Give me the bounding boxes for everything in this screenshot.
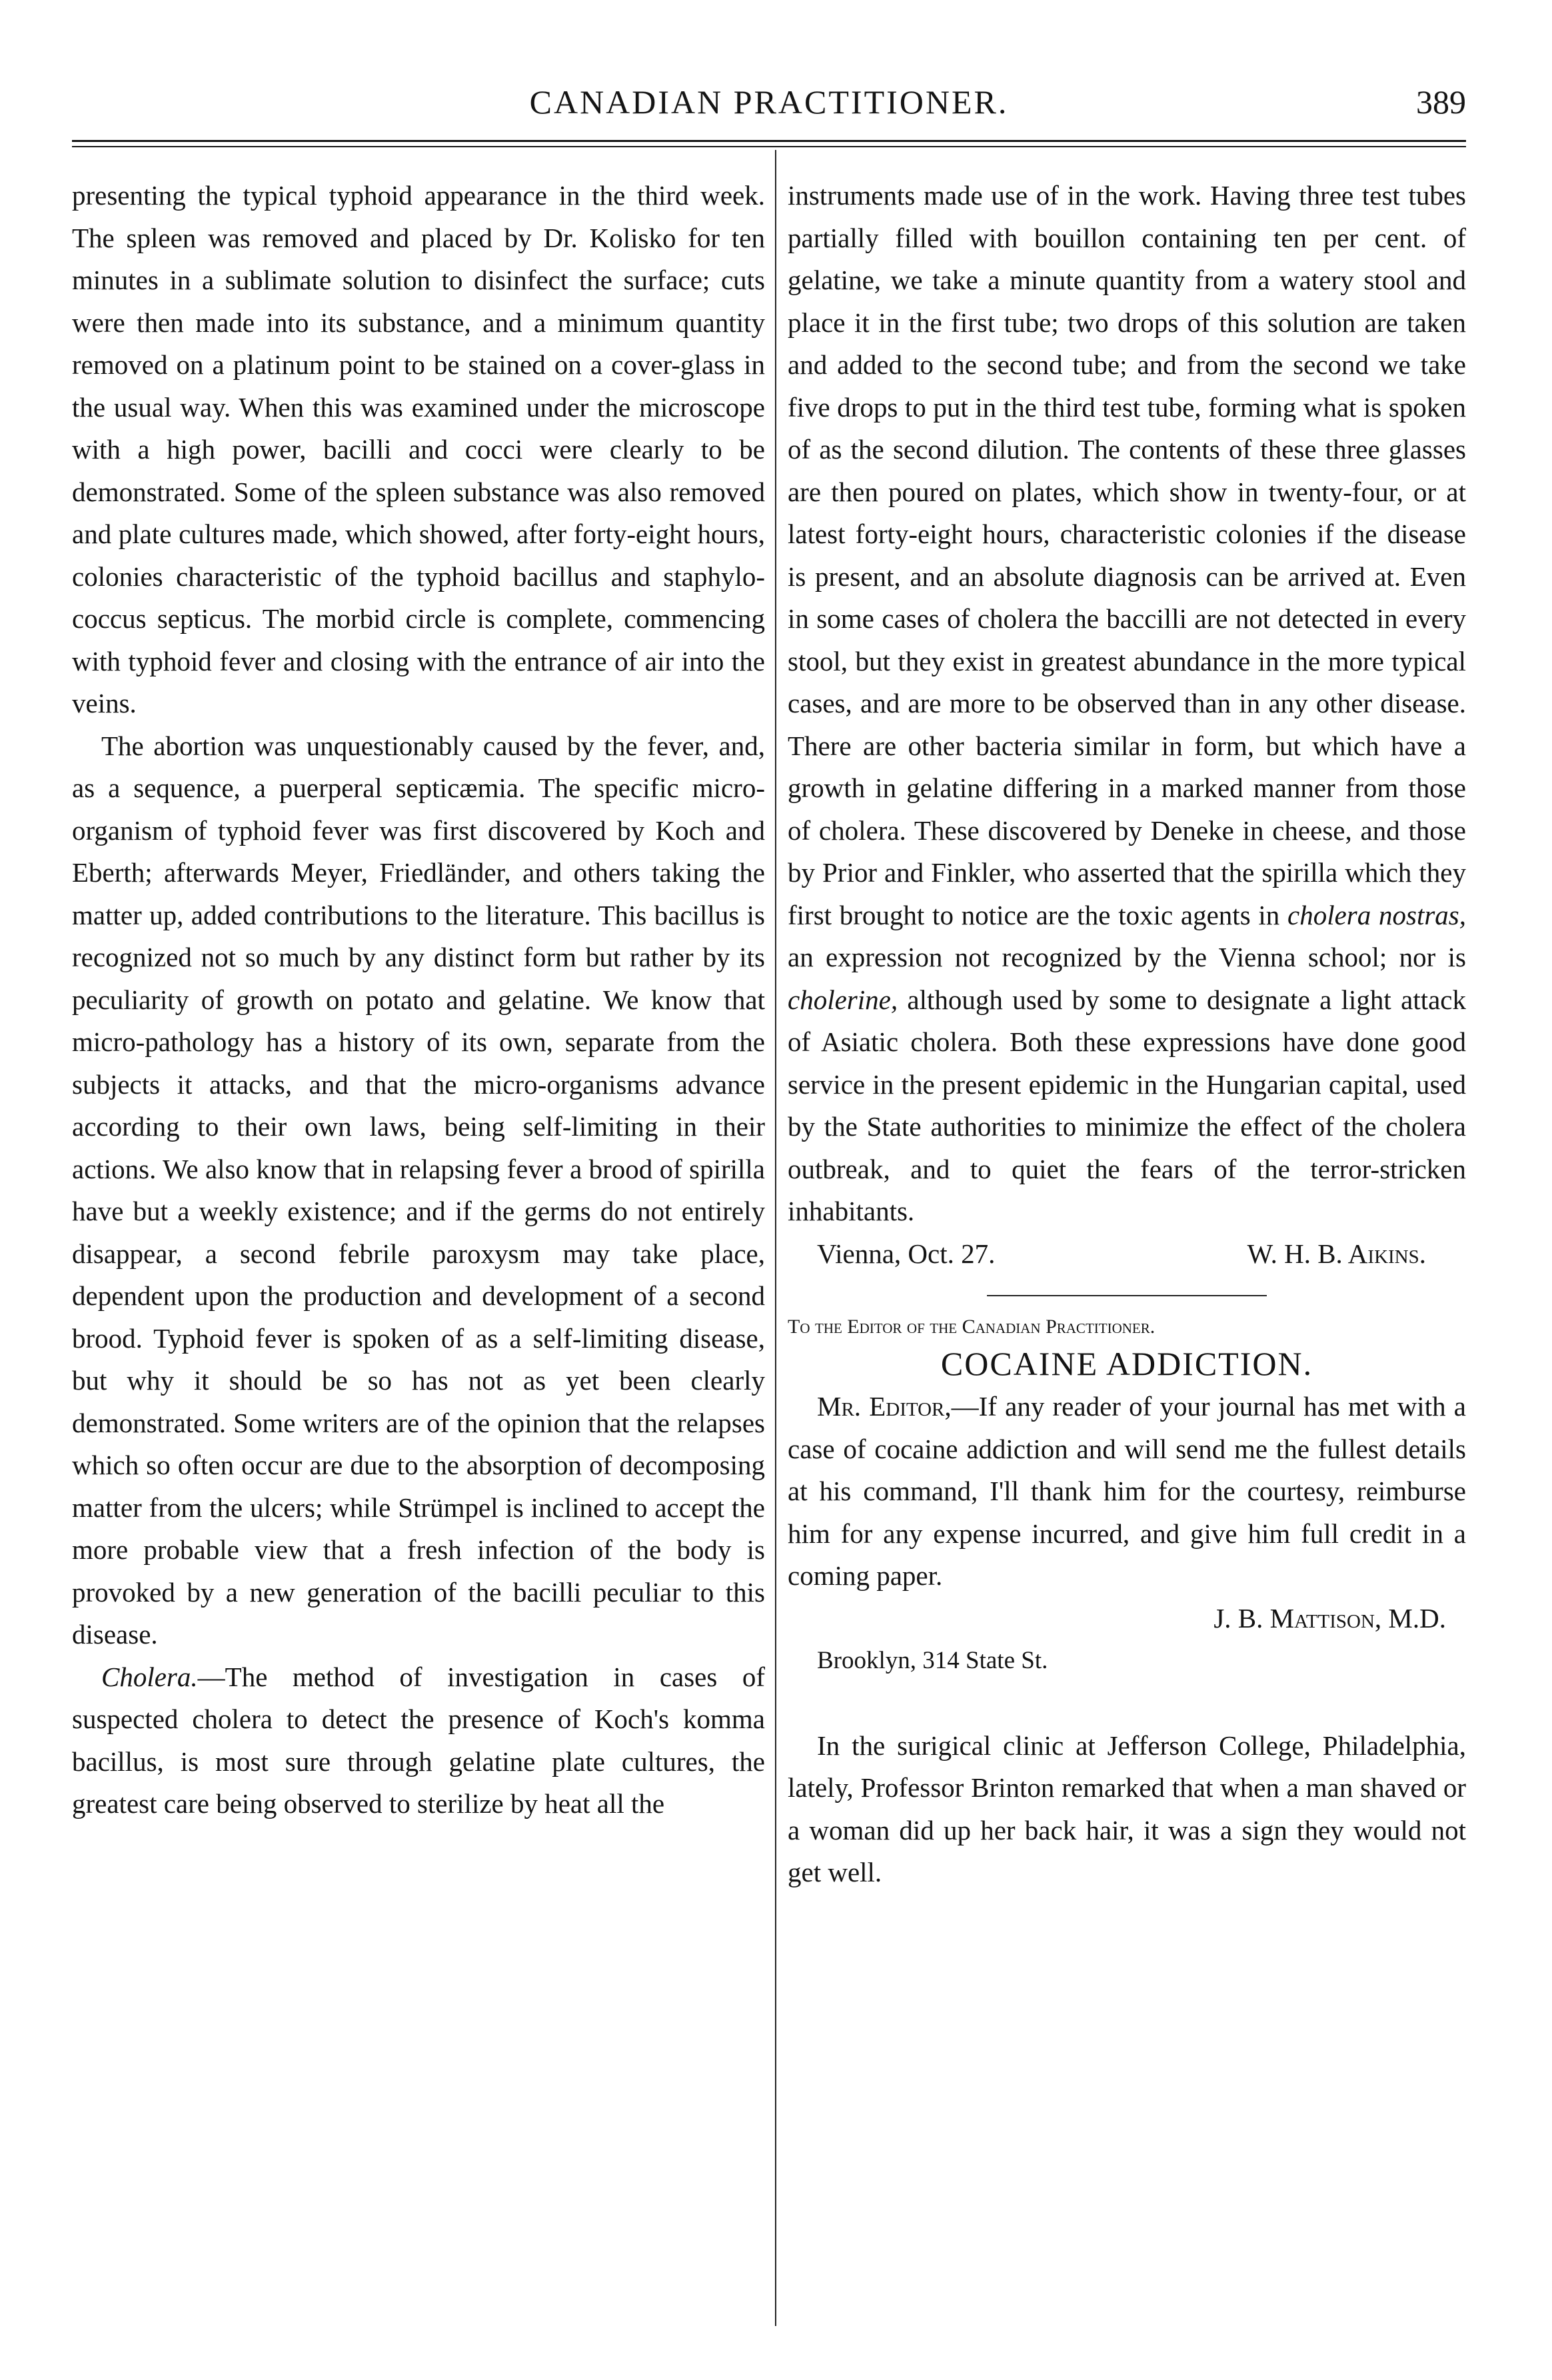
right-column bbox=[788, 175, 1466, 1894]
section-divider bbox=[987, 1295, 1267, 1296]
running-header bbox=[72, 79, 1466, 132]
cholera-continued-mid: an expression not recognized by the Vienna school; nor is bbox=[788, 942, 1466, 972]
clinic-paragraph: In the surigical clinic at Jefferson College, Philadelphia, lately, Professor Brinton remarked that when a man shaved or a woman did up her back hair, it was a sign they would not get well. bbox=[788, 1730, 1466, 1887]
cholera-lead: Cholera. bbox=[101, 1661, 198, 1692]
abortion-paragraph: The abortion was unquestionably caused by the fever, and, as a sequence, a puerperal septicæmia. The specific micro-organism of typhoid fever was first discovered by Koch and Eberth; afterwards Meyer, Friedländer, and others taking the matter up, added contributions to the literature. This bacillus is recognized not so much by any distinct form but rather by its peculiarity of growth on potato and gelatine. We know that micro-pathology has a history of its own, separate from the subjects it attacks, and that the micro-organisms advance according to their own laws, being self-limiting in their actions. We also know that in relapsing fever a brood of spirilla have but a weekly existence; and if the germs do not entirely disappear, a second febrile paroxysm may take place, dependent upon the production and development of a second brood. Typhoid fever is spoken of as a self-limiting disease, but why it should be so has not as yet been clearly demonstrated. Some writers are of the opinion that the relapses which so often occur are due to the absorption of decomposing matter from the ulcers; while Strümpel is inclined to accept the more probable view that a fresh infection of the body is provoked by a new generation of the bacilli peculiar to this disease. bbox=[72, 730, 765, 1650]
signature-author: W. H. B. Aikins. bbox=[1247, 1238, 1426, 1269]
journal-title: CANADIAN PRACTITIONER. bbox=[529, 83, 1009, 121]
cholerine-term: cholerine, bbox=[788, 984, 898, 1015]
cholera-continued-paragraph bbox=[788, 175, 1466, 1233]
section-title: COCAINE ADDICTION. bbox=[940, 1345, 1313, 1382]
letter-body: —If any reader of your journal has met with a case of cocaine addiction and will send me the fullest details at his command, I'll thank him for the courtesy, reimburse him for any expense incurred, and give him full credit in a coming paper. bbox=[788, 1391, 1466, 1591]
article-signature bbox=[788, 1233, 1466, 1276]
section-gap bbox=[788, 1682, 1466, 1725]
cholera-paragraph bbox=[72, 1656, 765, 1825]
page-number: 389 bbox=[1416, 83, 1466, 121]
letter-salutation: Mr. Editor, bbox=[817, 1391, 952, 1422]
signature-place-date: Vienna, Oct. 27. bbox=[817, 1238, 996, 1269]
cholera-nostras-term: cholera nostras, bbox=[1287, 899, 1466, 930]
column-divider bbox=[775, 150, 776, 2326]
letter-address: Brooklyn, 314 State St. bbox=[817, 1647, 1048, 1674]
letter-signature: J. B. Mattison, M.D. bbox=[1213, 1602, 1446, 1634]
left-column bbox=[72, 175, 765, 1825]
header-rule-secondary bbox=[72, 146, 1466, 147]
letter-paragraph bbox=[788, 1386, 1466, 1598]
typhoid-paragraph: presenting the typical typhoid appearance in the third week. The spleen was removed and placed by Dr. Kolisko for ten minutes in a sublimate solution to disinfect the surface; cuts were then made into its substance, and a minimum quantity removed on a platinum point to be stained on a cover-glass in the usual way. When this was examined under the microscope with a high power, bacilli and cocci were clearly to be demonstrated. Some of the spleen substance was also removed and plate cultures made, which showed, after forty-eight hours, colonies characteristic of the typhoid bacillus and staphylo-coccus septicus. The morbid circle is complete, commencing with typhoid fever and closing with the entrance of air into the veins. bbox=[72, 180, 765, 718]
cholera-text: —The method of investigation in cases of suspected cholera to detect the presence of Koch's komma bacillus, is most sure through gelatine plate cultures, the greatest care being observed to sterilize by heat all the bbox=[72, 1661, 765, 1819]
cholera-continued-end: although used by some to designate a light attack of Asiatic cholera. Both these expressions have done good service in the present epidemic in the Hungarian capital, used by the State authorities to minimize the effect of the cholera outbreak, and to quiet the fears of the terror-stricken inhabitants. bbox=[788, 984, 1466, 1226]
cholera-continued-text: instruments made use of in the work. Having three test tubes partially filled with bouillon containing ten per cent. of gelatine, we take a minute quantity from a watery stool and place it in the first tube; two drops of this solution are taken and added to the second tube; and from the second we take five drops to put in the third test tube, forming what is spoken of as the second dilution. The contents of these three glasses are then poured on plates, which show in twenty-four, or at latest forty-eight hours, characteristic colonies if the disease is present, and an absolute diagnosis can be arrived at. Even in some cases of cholera the baccilli are not detected in every stool, but they exist in greatest abundance in the more typical cases, and are more to be observed than in any other disease. There are other bacteria similar in form, but which have a growth in gelatine differing in a marked manner from those of cholera. These discovered by Deneke in cheese, and those by Prior and Finkler, who asserted that the spirilla which they first brought to notice are the toxic agents in bbox=[788, 180, 1466, 930]
header-rule bbox=[72, 140, 1466, 142]
letter-address-line: To the Editor of the Canadian Practitioner. bbox=[788, 1316, 1156, 1338]
